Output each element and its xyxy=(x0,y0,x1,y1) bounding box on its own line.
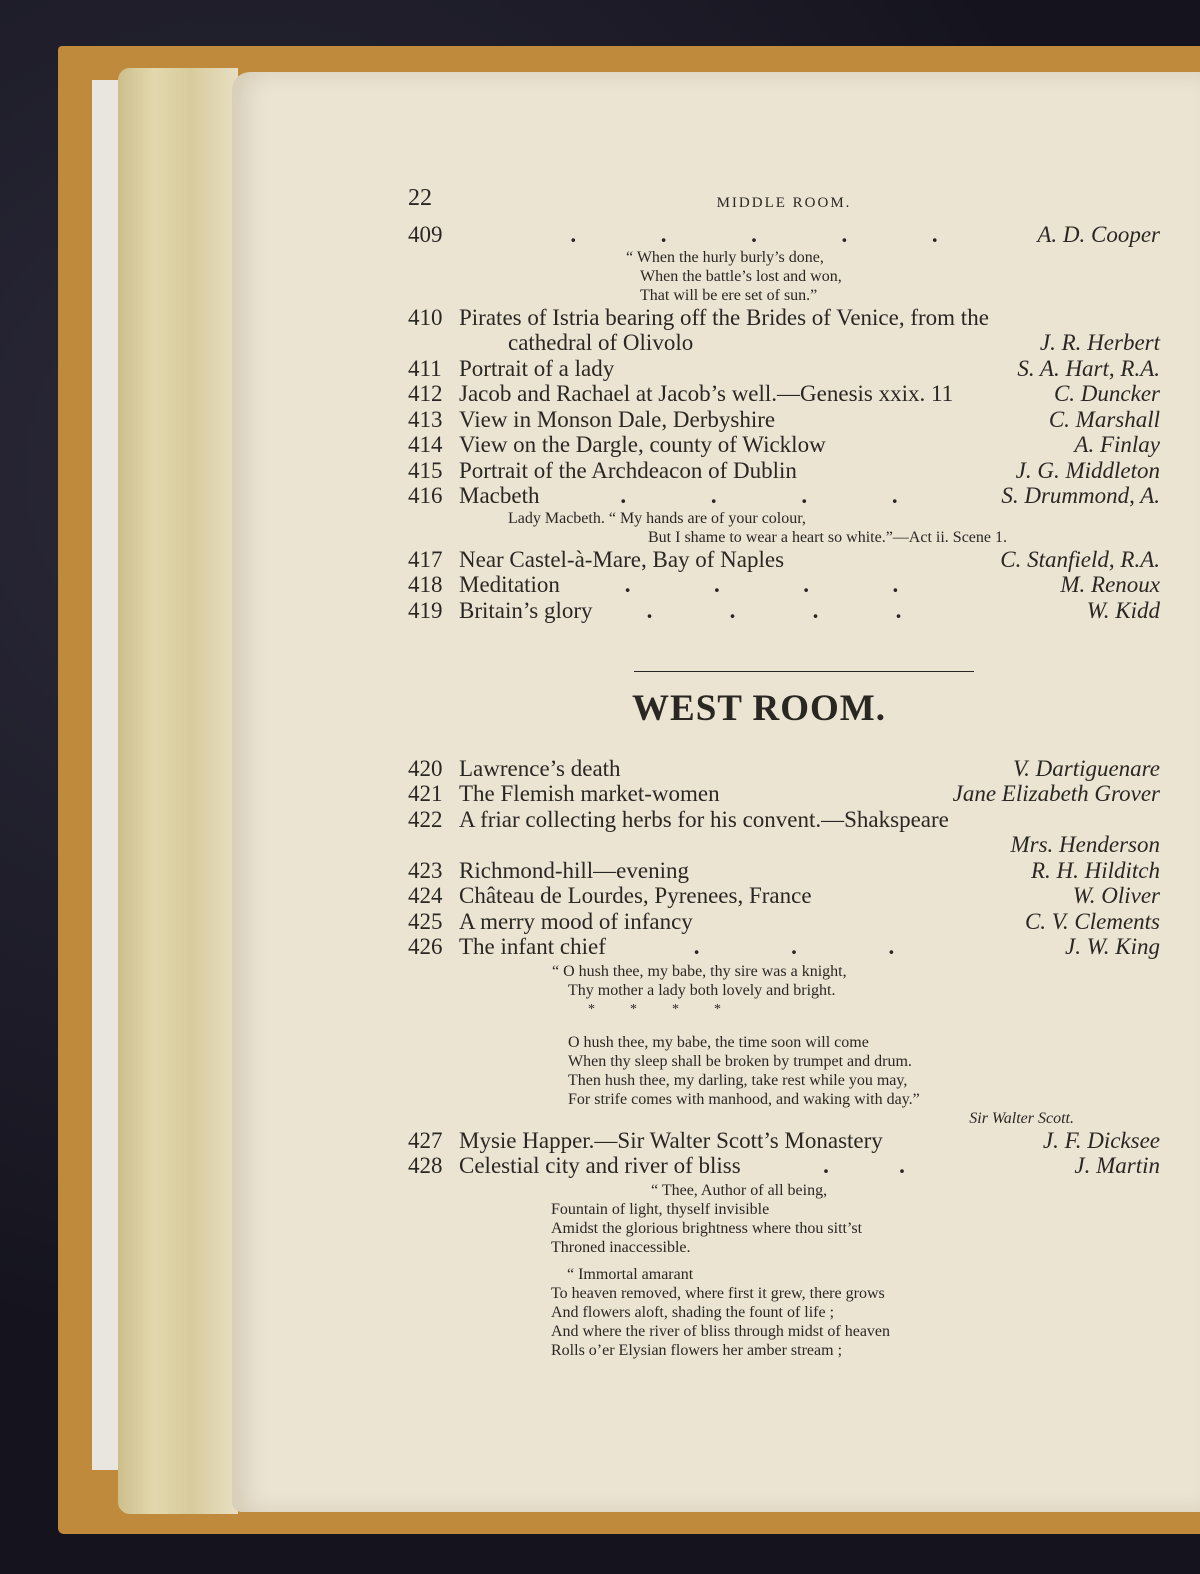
catalogue-entry xyxy=(408,883,1160,909)
quote-line: And where the river of bliss through midst of heaven xyxy=(551,1322,891,1340)
leader-dots: . . . . xyxy=(624,572,899,597)
leader-dots: . . . . . xyxy=(570,222,938,247)
entry-artist: J. W. King xyxy=(1065,934,1160,959)
entry-artist: C. Stanfield, R.A. xyxy=(1000,546,1160,572)
page-number: 22 xyxy=(408,185,432,211)
catalogue-entry xyxy=(408,756,1160,782)
entry-artist: W. Kidd xyxy=(1086,597,1160,623)
entry-number: 414 xyxy=(408,432,443,457)
entry-title: Meditation xyxy=(459,572,560,597)
entry-number: 420 xyxy=(408,755,443,781)
entry-artist: R. H. Hilditch xyxy=(1030,857,1160,883)
quote-line: Lady Macbeth. “ My hands are of your colour, xyxy=(508,509,806,527)
entry-title: Château de Lourdes, Pyrenees, France xyxy=(459,883,812,908)
entry-artist: J. R. Herbert xyxy=(1039,330,1160,355)
entry-number: 412 xyxy=(408,381,443,406)
entry-number: 428 xyxy=(408,1153,443,1178)
entry-title: The infant chief xyxy=(459,934,606,959)
quote-line: When the battle’s lost and won, xyxy=(640,267,842,285)
leader-dots: . . xyxy=(823,1153,905,1178)
section-heading: WEST ROOM. xyxy=(632,688,886,729)
entry-number: 415 xyxy=(408,457,443,483)
entry-number: 421 xyxy=(408,781,443,806)
entry-number: 422 xyxy=(408,806,443,832)
entry-title: Macbeth xyxy=(459,483,540,508)
quote-attribution: Sir Walter Scott. xyxy=(969,1109,1074,1127)
quote-line: To heaven removed, where first it grew, there grows xyxy=(551,1284,885,1302)
entry-title: Celestial city and river of bliss xyxy=(459,1153,741,1178)
catalogue-entry xyxy=(408,781,1160,807)
catalogue-entry xyxy=(408,1153,1160,1179)
entry-artist: Jane Elizabeth Grover xyxy=(952,781,1160,806)
entry-title: Near Castel-à-Mare, Bay of Naples xyxy=(459,546,785,572)
entry-number: 425 xyxy=(408,908,443,934)
catalogue-entry xyxy=(408,356,1160,382)
entry-number: 423 xyxy=(408,857,443,883)
entry-artist: M. Renoux xyxy=(1060,572,1160,597)
entry-artist: W. Oliver xyxy=(1072,883,1160,908)
leader-dots: . . . . xyxy=(646,597,902,623)
entry-number: 418 xyxy=(408,572,443,597)
quote-spacer xyxy=(551,1257,1160,1265)
entry-number: 409 xyxy=(408,222,443,247)
quote-line: O hush thee, my babe, the time soon will come xyxy=(568,1033,869,1051)
entry-number: 416 xyxy=(408,483,443,508)
entry-number: 413 xyxy=(408,406,443,432)
entry-title: Portrait of a lady xyxy=(459,355,615,381)
verse-break-stars: * * * * xyxy=(588,1001,721,1017)
entry-title: Pirates of Istria bearing off the Brides of Venice, from the xyxy=(459,304,989,330)
catalogue-entry xyxy=(408,483,1160,509)
catalogue-entry xyxy=(408,432,1160,458)
entry-artist: C. Duncker xyxy=(1053,381,1160,406)
catalogue-entry xyxy=(408,572,1160,598)
quote-line: “ When the hurly burly’s done, xyxy=(626,248,824,266)
entry-artist: J. G. Middleton xyxy=(1015,457,1160,483)
entry-artist: V. Dartiguenare xyxy=(1013,755,1160,781)
entry-number: 427 xyxy=(408,1127,443,1153)
entry-title: Jacob and Rachael at Jacob’s well.—Genesis xxix. 11 xyxy=(459,381,954,406)
quote-line: Rolls o’er Elysian flowers her amber stream ; xyxy=(551,1341,843,1359)
catalogue-entry xyxy=(408,407,1160,433)
quote-line: And flowers aloft, shading the fount of life ; xyxy=(551,1303,835,1321)
entry-title: A friar collecting herbs for his convent.—Shakspeare xyxy=(459,806,949,832)
running-head: MIDDLE ROOM. xyxy=(716,195,852,211)
entry-artist: J. Martin xyxy=(1074,1153,1160,1178)
entry-artist: Mrs. Henderson xyxy=(1010,832,1160,857)
catalogue-entry xyxy=(408,547,1160,573)
entry-quote xyxy=(408,248,1160,305)
entry-continuation xyxy=(408,330,1160,356)
entry-quote xyxy=(408,1179,1160,1360)
section-divider xyxy=(634,671,974,672)
quote-line: Amidst the glorious brightness where thou sitt’st xyxy=(551,1219,863,1237)
entry-number: 411 xyxy=(408,355,442,381)
catalogue-entry xyxy=(408,598,1160,624)
leader-dots: . . . . xyxy=(620,483,898,508)
entry-artist: S. Drummond, A. xyxy=(1001,483,1160,508)
quote-line: For strife comes with manhood, and waking with day.” xyxy=(568,1090,920,1108)
catalogue-entry xyxy=(408,381,1160,407)
entry-artist: J. F. Dicksee xyxy=(1042,1127,1160,1153)
entry-number: 410 xyxy=(408,304,443,330)
quote-spacer xyxy=(552,1019,1160,1033)
catalogue-entry xyxy=(408,1128,1160,1154)
entry-artist: A. D. Cooper xyxy=(1037,222,1160,247)
entry-title: Britain’s glory xyxy=(459,597,593,623)
catalogue-entry xyxy=(408,858,1160,884)
entry-title: Richmond-hill—evening xyxy=(459,857,689,883)
entry-title: A merry mood of infancy xyxy=(459,908,693,934)
catalogue-entry xyxy=(408,807,1160,833)
catalogue-entry xyxy=(408,909,1160,935)
catalogue-entry xyxy=(408,458,1160,484)
entry-artist: C. V. Clements xyxy=(1024,908,1160,934)
catalogue-entry xyxy=(408,934,1160,960)
catalogue-entry xyxy=(408,222,1160,248)
entry-number: 424 xyxy=(408,883,443,908)
entry-title: Mysie Happer.—Sir Walter Scott’s Monastery xyxy=(459,1127,883,1153)
page-header xyxy=(408,186,1160,222)
entry-number: 419 xyxy=(408,597,443,623)
entry-title: The Flemish market-women xyxy=(459,781,720,806)
entry-title: View in Monson Dale, Derbyshire xyxy=(459,406,776,432)
quote-line: But I shame to wear a heart so white.”—Act ii. Scene 1. xyxy=(648,528,1007,546)
entry-title-cont: cathedral of Olivolo xyxy=(508,330,694,355)
entry-title: Portrait of the Archdeacon of Dublin xyxy=(459,457,797,483)
page-content xyxy=(408,186,1160,1360)
entry-number: 426 xyxy=(408,934,443,959)
quote-line: Thy mother a lady both lovely and bright. xyxy=(568,981,836,999)
quote-line: Fountain of light, thyself invisible xyxy=(551,1200,770,1218)
entry-title: View on the Dargle, county of Wicklow xyxy=(459,432,826,457)
leader-dots: . . . xyxy=(693,934,895,959)
page-edges xyxy=(118,68,238,1514)
entry-artist: C. Marshall xyxy=(1048,406,1160,432)
quote-line: When thy sleep shall be broken by trumpet and drum. xyxy=(568,1052,912,1070)
entry-quote xyxy=(408,960,1160,1109)
entry-artist: S. A. Hart, R.A. xyxy=(1017,355,1160,381)
entry-artist: A. Finlay xyxy=(1074,432,1160,457)
entry-quote xyxy=(408,509,1160,547)
entry-title: Lawrence’s death xyxy=(459,755,621,781)
quote-line: “ Immortal amarant xyxy=(567,1265,694,1283)
quote-line: “ Thee, Author of all being, xyxy=(651,1181,828,1199)
entry-number: 417 xyxy=(408,546,443,572)
quote-line: That will be ere set of sun.” xyxy=(640,286,818,304)
quote-line: Then hush thee, my darling, take rest while you may, xyxy=(568,1071,908,1089)
quote-line: Throned inaccessible. xyxy=(551,1238,691,1256)
entry-continuation xyxy=(408,832,1160,858)
quote-line: “ O hush thee, my babe, thy sire was a knight, xyxy=(552,962,847,980)
catalogue-entry xyxy=(408,305,1160,331)
